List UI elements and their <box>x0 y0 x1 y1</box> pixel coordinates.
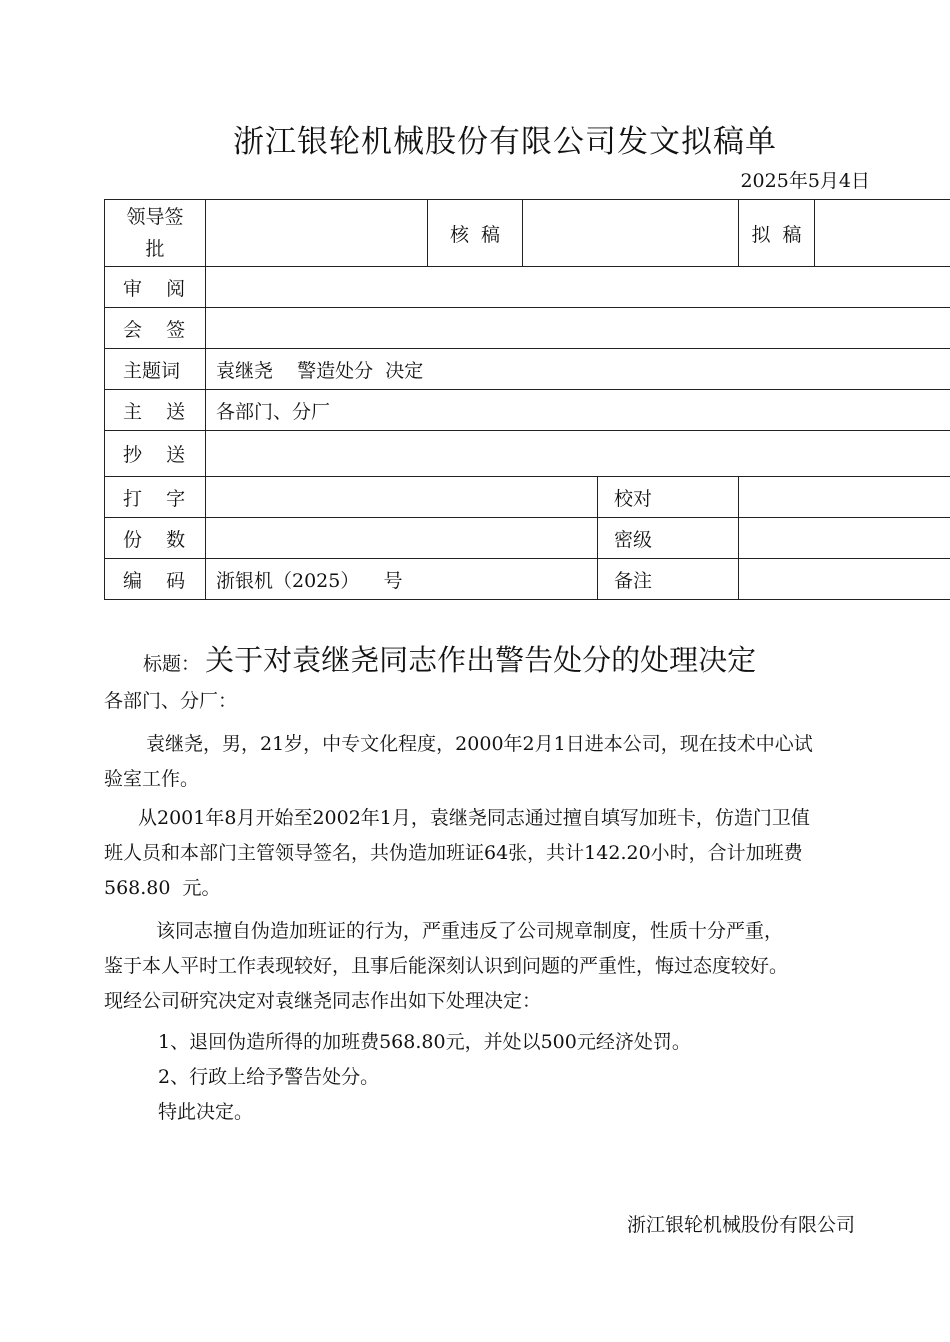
paragraph-2-line-1: 从2001年8月开始至2002年1月，袁继尧同志通过擅自填写加班卡，仿造门卫值 <box>138 807 810 829</box>
paragraph-3-line-1: 该同志擅自伪造加班证的行为，严重违反了公司规章制度，性质十分严重， <box>156 920 784 942</box>
countersign-label: 会 签 <box>105 308 206 349</box>
paragraph-3-line-3: 现经公司研究决定对袁继尧同志作出如下处理决定： <box>104 990 542 1012</box>
cc-field[interactable] <box>206 431 950 477</box>
review-label: 审 阅 <box>105 267 206 308</box>
secrecy-label: 密级 <box>598 518 739 559</box>
company-signature: 浙江银轮机械股份有限公司 <box>626 1214 855 1236</box>
paragraph-1-line-2: 验室工作。 <box>104 768 200 790</box>
proofread-field[interactable] <box>739 477 950 518</box>
keywords-value: 袁继尧 警造处分 决定 <box>216 359 424 382</box>
review-field[interactable] <box>206 267 950 308</box>
typing-field[interactable] <box>206 477 598 518</box>
countersign-field[interactable] <box>206 308 950 349</box>
remarks-field[interactable] <box>739 559 950 600</box>
keywords-label: 主题词 <box>105 349 206 390</box>
copies-field[interactable] <box>206 518 598 559</box>
leader-approval-field[interactable] <box>206 200 428 267</box>
document-date: 2025年5月4日 <box>740 170 870 192</box>
form-row-cc <box>105 431 950 477</box>
document-body <box>104 684 894 1130</box>
code-field[interactable] <box>206 559 598 600</box>
form-row-copies <box>105 518 950 559</box>
paragraph-3-line-2: 鉴于本人平时工作表现较好，且事后能深刻认识到问题的严重性，悔过态度较好。 <box>104 955 789 977</box>
main-recipient-value: 各部门、分厂 <box>216 400 331 423</box>
subject-title: 关于对袁继尧同志作出警告处分的处理决定 <box>205 643 757 677</box>
paragraph-1-line-1: 袁继尧，男，21岁，中专文化程度，2000年2月1日进本公司，现在技术中心试 <box>146 733 813 755</box>
main-recipient-field[interactable] <box>206 390 950 431</box>
cc-label: 抄 送 <box>105 431 206 477</box>
typing-label: 打 字 <box>105 477 206 518</box>
code-label: 编 码 <box>105 559 206 600</box>
subject-prefix: 标题： <box>143 653 201 675</box>
checking-field[interactable] <box>523 200 739 267</box>
form-row-review <box>105 267 950 308</box>
draft-form-table <box>104 199 950 600</box>
secrecy-field[interactable] <box>739 518 950 559</box>
paragraph-2-line-3: 568.80 元。 <box>104 877 221 899</box>
main-recipient-label: 主 送 <box>105 390 206 431</box>
remarks-label: 备注 <box>598 559 739 600</box>
form-row-main-recipient <box>105 390 950 431</box>
closing-statement: 特此决定。 <box>158 1101 254 1123</box>
paragraph-2-line-2: 班人员和本部门主管领导签名，共伪造加班证64张，共计142.20小时，合计加班费 <box>104 842 803 864</box>
form-row-typing <box>105 477 950 518</box>
decision-item-1: 1、退回伪造所得的加班费568.80元，并处以500元经济处罚。 <box>158 1031 691 1053</box>
document-title: 浙江银轮机械股份有限公司发文拟稿单 <box>233 124 777 160</box>
form-row-countersign <box>105 308 950 349</box>
subject-line <box>143 638 756 679</box>
proofread-label: 校对 <box>598 477 739 518</box>
salutation: 各部门、分厂： <box>104 690 238 712</box>
form-row-approval <box>105 200 950 267</box>
code-value: 浙银机（2025） 号 <box>216 569 403 592</box>
checking-label: 核 稿 <box>428 200 523 267</box>
form-row-code <box>105 559 950 600</box>
drafting-label: 拟 稿 <box>739 200 815 267</box>
drafting-field[interactable] <box>815 200 950 267</box>
decision-item-2: 2、行政上给予警告处分。 <box>158 1066 380 1088</box>
keywords-field[interactable] <box>206 349 950 390</box>
copies-label: 份 数 <box>105 518 206 559</box>
form-row-keywords <box>105 349 950 390</box>
leader-approval-label: 领导签批 <box>105 200 206 267</box>
